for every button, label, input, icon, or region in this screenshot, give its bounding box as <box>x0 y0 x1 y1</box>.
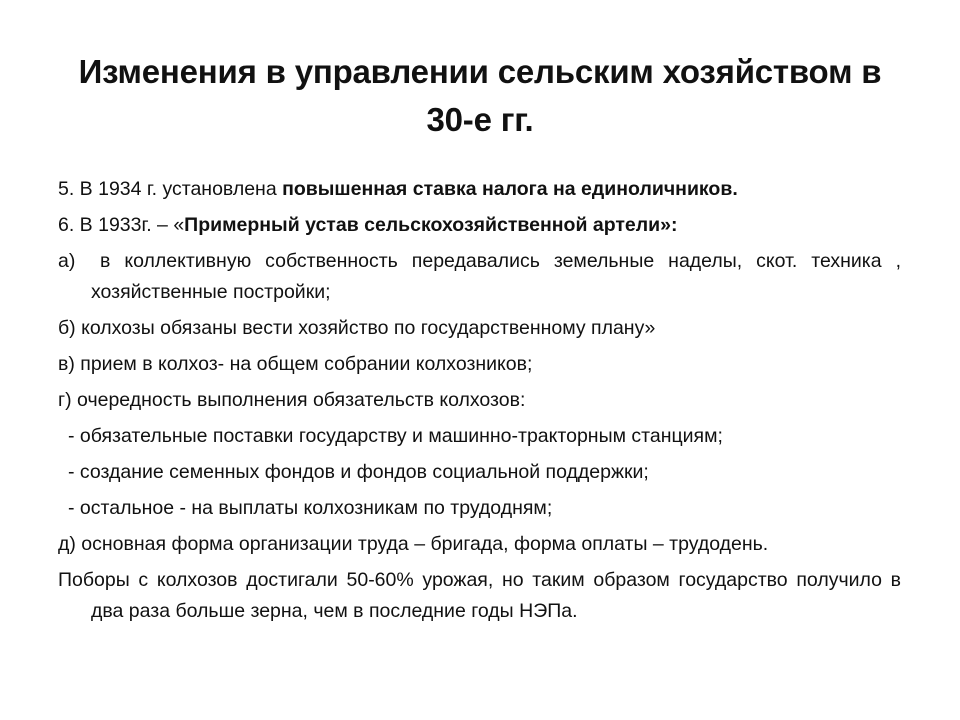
item-a <box>58 246 901 308</box>
item-6-prefix: 6. В 1933г. – « <box>58 214 185 236</box>
item-a-marker: а) <box>58 250 76 272</box>
item-d: д) основная форма организации труда – бригада, форма оплаты – трудодень. <box>58 533 769 555</box>
item-g-dash-2: - создание семенных фондов и фондов социальной поддержки; <box>68 461 649 483</box>
item-g-dash-3: - остальное - на выплаты колхозникам по трудодням; <box>68 497 553 519</box>
slide-title: Изменения в управлении сельским хозяйством в 30-е гг. <box>78 53 882 138</box>
item-6-bold: Примерный устав сельскохозяйственной артели»: <box>184 214 678 236</box>
item-g-dash-1: - обязательные поставки государству и машинно-тракторным станциям; <box>68 425 723 447</box>
slide-body <box>58 174 901 627</box>
item-v: в) прием в колхоз- на общем собрании колхозников; <box>58 353 533 375</box>
item-6 <box>58 210 901 241</box>
item-5-prefix: 5. В 1934 г. установлена <box>58 178 283 200</box>
item-last: Поборы с колхозов достигали 50-60% урожая, но таким образом государство получило в два раза больше зерна, чем в последние годы НЭПа. <box>58 569 901 622</box>
item-5-bold: повышенная ставка налога на единоличников. <box>282 178 738 200</box>
item-g: г) очередность выполнения обязательств колхозов: <box>58 389 526 411</box>
item-5 <box>58 174 901 205</box>
item-a-text: в коллективную собственность передавались земельные наделы, скот. техника , хозяйственные постройки; <box>91 250 901 303</box>
item-b: б) колхозы обязаны вести хозяйство по государственному плану» <box>58 317 656 339</box>
